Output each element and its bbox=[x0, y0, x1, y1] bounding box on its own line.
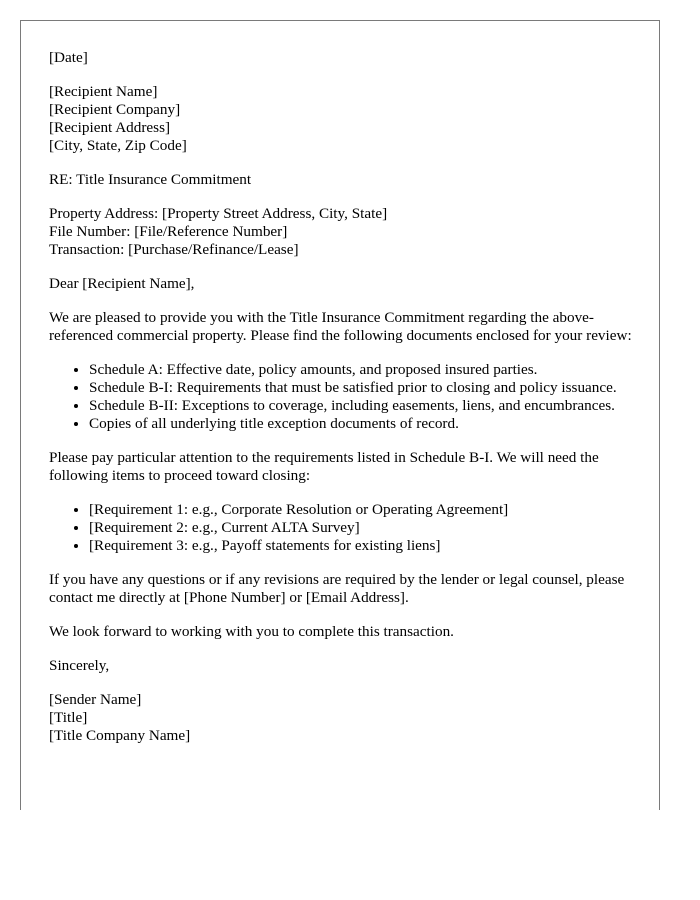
list-item: • Schedule B-I: Requirements that must be satisfied prior to closing and policy issuance. bbox=[89, 379, 633, 397]
recipient-address: [Recipient Address] bbox=[49, 119, 171, 136]
intro-paragraph: We are pleased to provide you with the Title Insurance Commitment regarding the above-referenced commercial property. Please find the following documents enclosed for your review: bbox=[49, 309, 632, 344]
details-block bbox=[49, 205, 633, 259]
requirements-intro: Please pay particular attention to the requirements listed in Schedule B-I. We will need the following items to proceed toward closing: bbox=[49, 449, 599, 484]
transaction-type: Transaction: [Purchase/Refinance/Lease] bbox=[49, 241, 299, 258]
contact-paragraph: If you have any questions or if any revisions are required by the lender or legal counsel, please contact me directly at [Phone Number] or [Email Address]. bbox=[49, 571, 625, 606]
list-item: • Schedule A: Effective date, policy amounts, and proposed insured parties. bbox=[89, 361, 633, 379]
sender-name: [Sender Name] bbox=[49, 691, 142, 708]
file-number: File Number: [File/Reference Number] bbox=[49, 223, 288, 240]
enclosures-list bbox=[49, 361, 633, 433]
list-item: • [Requirement 2: e.g., Current ALTA Survey] bbox=[89, 519, 633, 537]
list-item: • [Requirement 3: e.g., Payoff statements for existing liens] bbox=[89, 537, 633, 555]
signoff: Sincerely, bbox=[49, 657, 110, 674]
list-item: • Copies of all underlying title exception documents of record. bbox=[89, 415, 633, 433]
sender-block bbox=[49, 691, 633, 745]
closing-line: We look forward to working with you to complete this transaction. bbox=[49, 623, 454, 640]
letter-body bbox=[49, 49, 633, 745]
recipient-block bbox=[49, 83, 633, 155]
recipient-name: [Recipient Name] bbox=[49, 83, 158, 100]
sender-company: [Title Company Name] bbox=[49, 727, 191, 744]
letter-date: [Date] bbox=[49, 49, 88, 66]
subject-line: RE: Title Insurance Commitment bbox=[49, 171, 252, 188]
list-item: • [Requirement 1: e.g., Corporate Resolution or Operating Agreement] bbox=[89, 501, 633, 519]
sender-title: [Title] bbox=[49, 709, 88, 726]
letter-page bbox=[20, 20, 660, 810]
recipient-company: [Recipient Company] bbox=[49, 101, 181, 118]
salutation: Dear [Recipient Name], bbox=[49, 275, 195, 292]
property-address: Property Address: [Property Street Address, City, State] bbox=[49, 205, 388, 222]
list-item: • Schedule B-II: Exceptions to coverage, including easements, liens, and encumbrances. bbox=[89, 397, 633, 415]
requirements-list bbox=[49, 501, 633, 555]
recipient-city-state-zip: [City, State, Zip Code] bbox=[49, 137, 187, 154]
